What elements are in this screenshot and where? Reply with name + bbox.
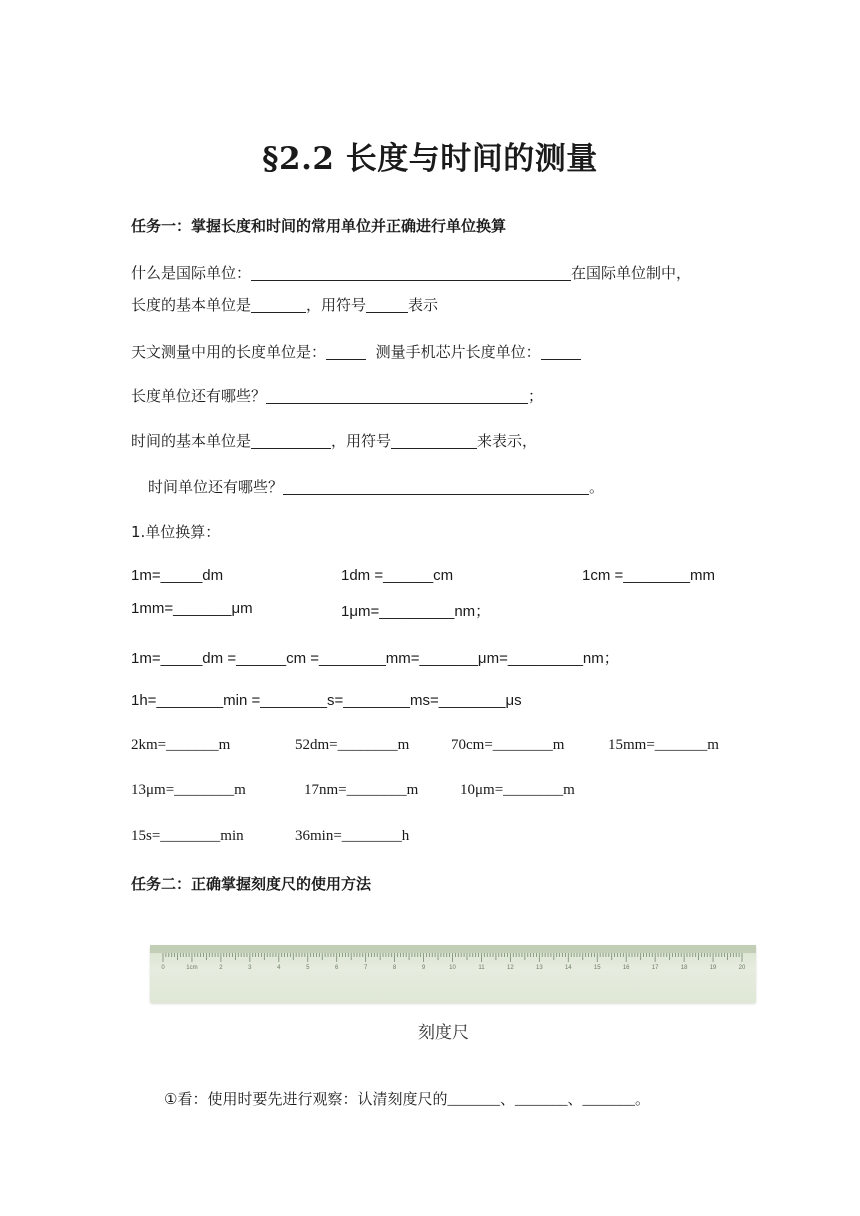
ruler-caption: 刻度尺	[418, 1023, 469, 1043]
ruler-number: 13	[536, 965, 543, 971]
ruler-number: 19	[709, 965, 717, 971]
ruler-number: 15	[593, 965, 601, 971]
conversion-item[interactable]: 70cm=________m	[451, 737, 565, 753]
ruler-number: 3	[248, 965, 252, 971]
answer-blank[interactable]	[251, 264, 571, 281]
ruler-number: 10	[449, 965, 456, 971]
task2-heading: 任务二：正确掌握刻度尺的使用方法	[131, 875, 372, 893]
task1-heading: 任务一：掌握长度和时间的常用单位并正确进行单位换算	[131, 217, 507, 235]
question-astronomy-unit	[131, 341, 581, 362]
question-label: 天文测量中用的长度单位是：	[131, 343, 327, 361]
question-other-time-units	[148, 476, 604, 497]
conversion-item[interactable]: 15mm=_______m	[608, 737, 719, 753]
ruler-number: 9	[421, 965, 426, 971]
answer-blank[interactable]	[366, 296, 408, 313]
answer-blank[interactable]	[266, 387, 528, 404]
ruler-number: 16	[622, 965, 630, 971]
conversion-item[interactable]: 1mm=_______μm	[131, 600, 253, 617]
ruler-scale	[150, 945, 756, 1003]
ruler-number: 17	[651, 965, 659, 971]
conversion-item[interactable]: 1μm=_________nm；	[341, 603, 491, 620]
conversion-item[interactable]: 1m=_____dm	[131, 567, 224, 584]
question-label: 长度的基本单位是	[131, 296, 252, 314]
question-label: 。	[589, 478, 605, 496]
answer-blank[interactable]	[391, 432, 477, 449]
question-label: 在国际单位制中，	[571, 264, 692, 282]
question-label: 什么是国际单位：	[131, 264, 252, 282]
step-look	[164, 1088, 650, 1109]
ruler-number: 18	[680, 965, 688, 971]
ruler-number: 1cm	[186, 965, 198, 971]
ruler-number: 14	[564, 965, 572, 971]
question-label: 时间单位还有哪些？	[148, 478, 284, 496]
conversion-item[interactable]: 15s=________min	[131, 828, 244, 844]
ruler-number: 8	[392, 965, 397, 971]
step-text: 使用时要先进行观察：认清刻度尺的_______、_______、_______。	[207, 1092, 650, 1108]
question-label: 时间的基本单位是	[131, 432, 252, 450]
conversion-item[interactable]: 52dm=________m	[295, 737, 410, 753]
conversion-item[interactable]: 17nm=________m	[304, 782, 419, 798]
answer-blank[interactable]	[251, 432, 331, 449]
conversion-heading: 1.单位换算：	[131, 523, 221, 541]
question-length-base-unit	[131, 294, 438, 315]
answer-blank[interactable]	[326, 343, 366, 360]
ruler-image	[150, 945, 756, 1003]
question-label: ；	[528, 387, 544, 405]
conversion-item[interactable]: 1m=_____dm =______cm =________mm=_______μm=_________nm；	[131, 650, 619, 667]
question-time-base-unit	[131, 430, 537, 451]
question-si-unit	[131, 262, 691, 283]
conversion-item[interactable]: 36min=________h	[295, 828, 410, 844]
question-label: ，用符号	[306, 296, 367, 314]
ruler-number: 6	[335, 965, 339, 971]
ruler-number: 20	[738, 965, 746, 971]
answer-blank[interactable]	[251, 296, 306, 313]
conversion-item[interactable]: 1cm =________mm	[582, 567, 715, 584]
question-label: 长度单位还有哪些？	[131, 387, 267, 405]
conversion-item[interactable]: 1dm =______cm	[341, 567, 454, 584]
question-label: 来表示，	[477, 432, 538, 450]
step-label: ①看：	[164, 1090, 208, 1108]
answer-blank[interactable]	[541, 343, 581, 360]
ruler-number: 7	[363, 965, 368, 971]
conversion-item[interactable]: 1h=________min =________s=________ms=________μs	[131, 692, 522, 709]
question-other-length-units	[131, 385, 543, 406]
question-label: 表示	[408, 296, 439, 314]
ruler-number: 12	[507, 965, 514, 971]
ruler-number: 4	[277, 965, 281, 971]
question-label: ，用符号	[331, 432, 392, 450]
ruler-number: 2	[219, 965, 223, 971]
conversion-item[interactable]: 10μm=________m	[460, 782, 575, 798]
conversion-item[interactable]: 2km=_______m	[131, 737, 231, 753]
answer-blank[interactable]	[283, 478, 589, 495]
page-title: §2.2 长度与时间的测量	[262, 141, 598, 177]
question-label: 测量手机芯片长度单位：	[375, 343, 541, 361]
ruler-number: 5	[306, 965, 310, 971]
conversion-item[interactable]: 13μm=________m	[131, 782, 246, 798]
ruler-number: 11	[478, 965, 485, 971]
ruler-number: 0	[161, 965, 165, 971]
